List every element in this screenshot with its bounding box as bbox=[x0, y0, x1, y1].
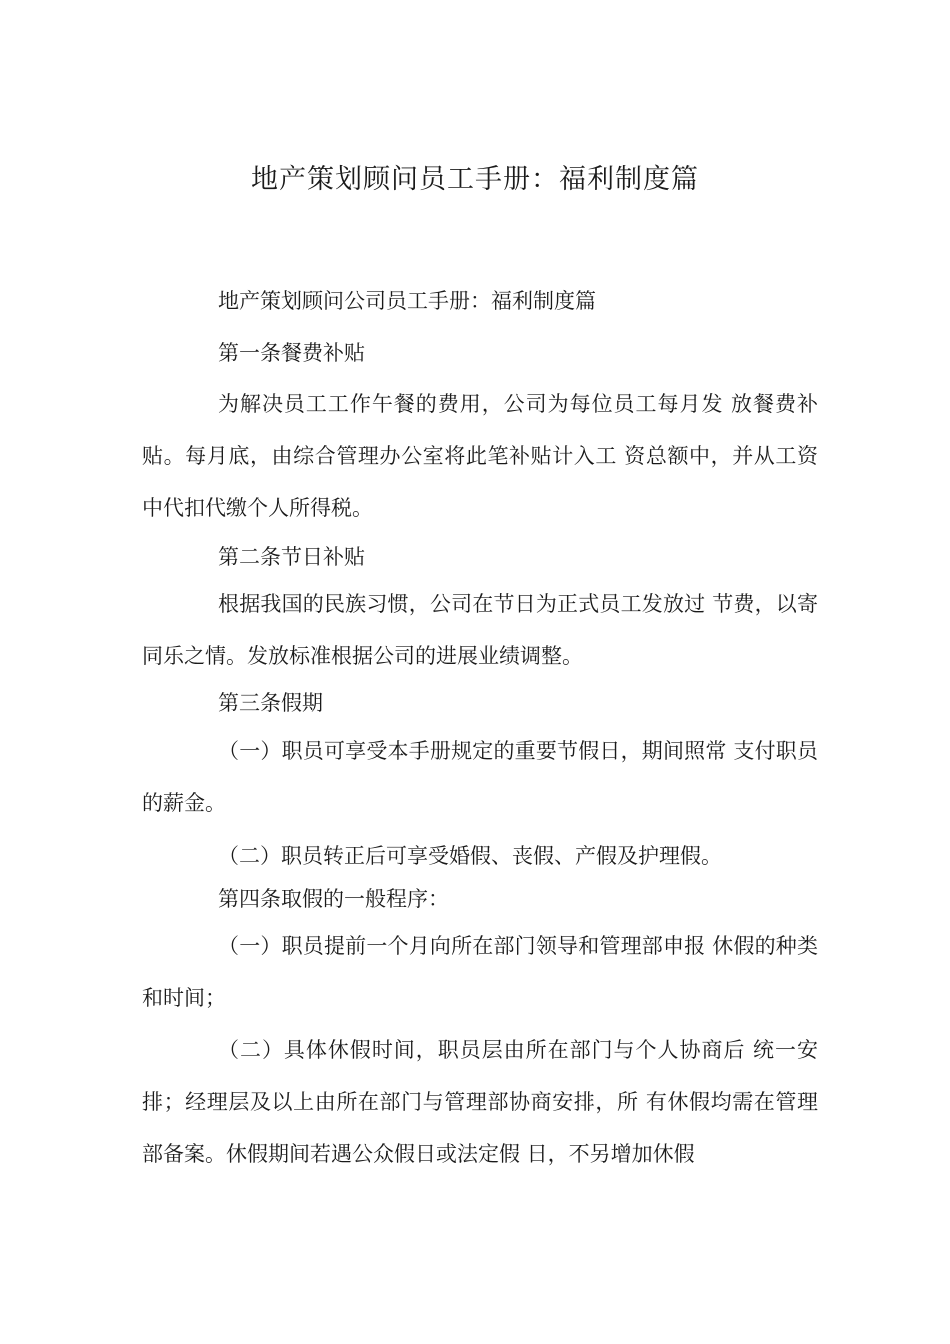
article-4-item-1: （一）职员提前一个月向所在部门领导和管理部申报 休假的种类和时间； bbox=[142, 934, 818, 1010]
article-4-heading: 第四条取假的一般程序： bbox=[218, 887, 449, 911]
article-3-item-1: （一）职员可享受本手册规定的重要节假日，期间照常 支付职员的薪金。 bbox=[142, 739, 818, 815]
article-1-heading: 第一条餐费补贴 bbox=[218, 341, 365, 365]
article-3-item-2: （二）职员转正后可享受婚假、丧假、产假及护理假。 bbox=[218, 844, 722, 868]
document-title: 地产策划顾问员工手册：福利制度篇 bbox=[251, 164, 699, 195]
article-1-body: 为解决员工工作午餐的费用，公司为每位员工每月发 放餐费补贴。每月底，由综合管理办公室将此笔补贴计入工 资总额中，并从工资中代扣代缴个人所得税。 bbox=[142, 392, 818, 520]
article-2-body: 根据我国的民族习惯，公司在节日为正式员工发放过 节费，以寄同乐之情。发放标准根据公司的进展业绩调整。 bbox=[142, 592, 818, 668]
article-4-item-2: （二）具体休假时间，职员层由所在部门与个人协商后 统一安排；经理层及以上由所在部门与管理部协商安排，所 有休假均需在管理部备案。休假期间若遇公众假日或法定假 日，不另增加休假 bbox=[142, 1038, 818, 1166]
document-subtitle: 地产策划顾问公司员工手册：福利制度篇 bbox=[218, 289, 596, 313]
article-3-heading: 第三条假期 bbox=[218, 691, 323, 715]
article-2-heading: 第二条节日补贴 bbox=[218, 545, 365, 569]
